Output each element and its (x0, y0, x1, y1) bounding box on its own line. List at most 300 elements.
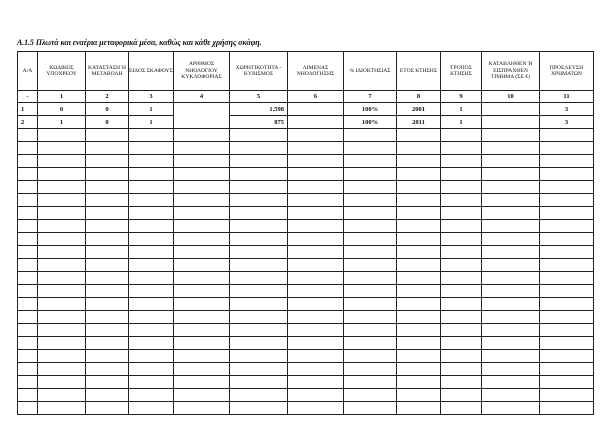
empty-cell (174, 155, 230, 168)
empty-cell (540, 311, 594, 324)
empty-cell (129, 376, 174, 389)
empty-cell (288, 220, 344, 233)
empty-cell (344, 142, 397, 155)
empty-cell (86, 324, 129, 337)
empty-cell (18, 155, 38, 168)
empty-row (18, 311, 594, 324)
empty-cell (441, 194, 482, 207)
empty-row (18, 337, 594, 350)
empty-cell (230, 181, 288, 194)
empty-cell (482, 155, 540, 168)
empty-cell (174, 129, 230, 142)
column-number: 9 (441, 91, 482, 103)
empty-cell (441, 246, 482, 259)
empty-cell (18, 389, 38, 402)
empty-cell (86, 311, 129, 324)
empty-cell (288, 285, 344, 298)
empty-cell (288, 207, 344, 220)
empty-cell (38, 272, 86, 285)
empty-cell (129, 298, 174, 311)
empty-cell (344, 311, 397, 324)
empty-cell (344, 363, 397, 376)
cell-aa: 2 (18, 116, 38, 129)
empty-row (18, 129, 594, 142)
empty-cell (540, 233, 594, 246)
empty-cell (441, 272, 482, 285)
empty-cell (397, 337, 441, 350)
empty-cell (482, 181, 540, 194)
empty-cell (174, 272, 230, 285)
empty-cell (18, 259, 38, 272)
empty-cell (18, 285, 38, 298)
empty-cell (86, 220, 129, 233)
empty-cell (86, 298, 129, 311)
empty-cell (230, 233, 288, 246)
empty-cell (482, 324, 540, 337)
empty-cell (230, 402, 288, 415)
empty-cell (482, 246, 540, 259)
empty-cell (482, 402, 540, 415)
table-row (18, 103, 594, 116)
empty-cell (174, 337, 230, 350)
empty-cell (174, 376, 230, 389)
empty-cell (397, 402, 441, 415)
empty-cell (482, 194, 540, 207)
empty-cell (540, 142, 594, 155)
empty-cell (482, 220, 540, 233)
cell-year: 2011 (397, 116, 441, 129)
empty-cell (129, 155, 174, 168)
cell-ownership: 100% (344, 103, 397, 116)
empty-cell (540, 155, 594, 168)
header-acquisition-method: ΤΡΟΠΟΣ ΚΤΗΣΗΣ (441, 52, 482, 91)
empty-cell (441, 311, 482, 324)
empty-cell (18, 233, 38, 246)
empty-cell (397, 194, 441, 207)
empty-cell (540, 129, 594, 142)
empty-cell (482, 376, 540, 389)
empty-cell (129, 194, 174, 207)
empty-cell (540, 220, 594, 233)
empty-cell (129, 337, 174, 350)
empty-cell (174, 194, 230, 207)
empty-cell (441, 207, 482, 220)
empty-cell (18, 402, 38, 415)
empty-cell (129, 129, 174, 142)
header-vessel-type: ΕΙΔΟΣ ΣΚΑΦΟΥΣ (129, 52, 174, 91)
empty-cell (129, 168, 174, 181)
empty-cell (397, 298, 441, 311)
empty-cell (288, 311, 344, 324)
empty-row (18, 181, 594, 194)
empty-cell (38, 298, 86, 311)
cell-vessel-type: 1 (129, 116, 174, 129)
empty-cell (230, 350, 288, 363)
empty-cell (38, 363, 86, 376)
empty-cell (38, 402, 86, 415)
header-year: ΕΤΟΣ ΚΤΗΣΗΣ (397, 52, 441, 91)
empty-cell (18, 324, 38, 337)
empty-cell (397, 142, 441, 155)
empty-row (18, 142, 594, 155)
empty-cell (540, 363, 594, 376)
empty-cell (540, 285, 594, 298)
cell-port (288, 103, 344, 116)
empty-cell (441, 168, 482, 181)
table-row (18, 116, 594, 129)
empty-cell (174, 207, 230, 220)
empty-cell (129, 311, 174, 324)
empty-cell (38, 337, 86, 350)
empty-row (18, 233, 594, 246)
empty-cell (441, 337, 482, 350)
empty-cell (482, 168, 540, 181)
empty-row (18, 272, 594, 285)
empty-cell (174, 324, 230, 337)
empty-cell (441, 402, 482, 415)
empty-cell (288, 337, 344, 350)
empty-cell (129, 207, 174, 220)
header-money-source: ΠΡΟΕΛΕΥΣΗ ΧΡΗΜΑΤΩΝ (540, 52, 594, 91)
empty-cell (397, 181, 441, 194)
empty-row (18, 220, 594, 233)
empty-cell (288, 389, 344, 402)
empty-cell (129, 363, 174, 376)
column-number: 2 (86, 91, 129, 103)
empty-cell (441, 142, 482, 155)
empty-cell (86, 168, 129, 181)
empty-row (18, 298, 594, 311)
empty-cell (86, 337, 129, 350)
empty-cell (344, 207, 397, 220)
empty-cell (288, 402, 344, 415)
empty-cell (230, 389, 288, 402)
empty-cell (86, 376, 129, 389)
empty-cell (482, 363, 540, 376)
empty-cell (230, 194, 288, 207)
header-registry-number: ΑΡΙΘΜΟΣ ΝΗΟΛΟΓΙΟΥ ΚΥΚΛΟΦΟΡΙΑΣ (174, 52, 230, 91)
empty-cell (230, 168, 288, 181)
empty-cell (18, 337, 38, 350)
empty-cell (86, 259, 129, 272)
empty-cell (288, 155, 344, 168)
empty-cell (344, 350, 397, 363)
empty-cell (86, 207, 129, 220)
column-number-row (18, 91, 594, 103)
empty-cell (230, 324, 288, 337)
empty-cell (482, 350, 540, 363)
empty-cell (129, 272, 174, 285)
header-code: ΚΩΔΙΚΟΣ ΥΠΟΧΡΕΟΥ (38, 52, 86, 91)
empty-cell (482, 285, 540, 298)
empty-cell (86, 194, 129, 207)
empty-cell (344, 129, 397, 142)
empty-cell (344, 220, 397, 233)
empty-cell (540, 246, 594, 259)
empty-cell (540, 376, 594, 389)
empty-cell (18, 129, 38, 142)
empty-cell (344, 402, 397, 415)
empty-cell (344, 272, 397, 285)
empty-cell (441, 259, 482, 272)
column-number: 1 (38, 91, 86, 103)
column-number: 3 (129, 91, 174, 103)
empty-cell (174, 220, 230, 233)
header-port: ΛΙΜΕΝΑΣ ΝΗΟΛΟΓΗΣΗΣ (288, 52, 344, 91)
empty-cell (344, 155, 397, 168)
empty-cell (482, 337, 540, 350)
empty-cell (441, 363, 482, 376)
empty-cell (230, 285, 288, 298)
empty-cell (38, 246, 86, 259)
empty-row (18, 246, 594, 259)
empty-cell (129, 246, 174, 259)
empty-cell (344, 259, 397, 272)
empty-cell (540, 337, 594, 350)
empty-cell (174, 311, 230, 324)
empty-cell (38, 376, 86, 389)
empty-cell (174, 233, 230, 246)
empty-cell (38, 311, 86, 324)
empty-cell (397, 259, 441, 272)
empty-cell (230, 337, 288, 350)
empty-cell (86, 181, 129, 194)
cell-vessel-type: 1 (129, 103, 174, 116)
empty-cell (344, 324, 397, 337)
empty-cell (441, 233, 482, 246)
empty-cell (288, 363, 344, 376)
empty-cell (441, 155, 482, 168)
empty-cell (86, 246, 129, 259)
header-aa: Α/Α (18, 52, 38, 91)
empty-cell (540, 207, 594, 220)
empty-cell (482, 142, 540, 155)
empty-cell (441, 285, 482, 298)
empty-cell (174, 168, 230, 181)
header-capacity: ΧΩΡΗΤΙΚΟΤΗΤΑ - ΚΥΒΙΣΜΟΣ (230, 52, 288, 91)
empty-cell (230, 129, 288, 142)
cell-money-source: 3 (540, 103, 594, 116)
empty-cell (482, 129, 540, 142)
column-number: 5 (230, 91, 288, 103)
empty-cell (174, 142, 230, 155)
header-price: ΚΑΤΑΒΛΗΘΕΝ Ή ΕΙΣΠΡΑΧΘΕΝ ΤΙΜΗΜΑ (ΣΕ €) (482, 52, 540, 91)
cell-price (482, 116, 540, 129)
empty-cell (129, 220, 174, 233)
empty-cell (174, 298, 230, 311)
header-row (18, 52, 594, 91)
empty-cell (397, 376, 441, 389)
empty-cell (540, 389, 594, 402)
empty-cell (230, 155, 288, 168)
cell-port (288, 116, 344, 129)
empty-cell (288, 298, 344, 311)
empty-cell (38, 207, 86, 220)
empty-cell (397, 272, 441, 285)
cell-status: 0 (86, 116, 129, 129)
empty-cell (174, 350, 230, 363)
empty-cell (230, 207, 288, 220)
cell-ownership: 100% (344, 116, 397, 129)
empty-cell (397, 350, 441, 363)
empty-cell (540, 272, 594, 285)
empty-cell (441, 350, 482, 363)
empty-cell (540, 402, 594, 415)
cell-code: 0 (38, 103, 86, 116)
empty-cell (38, 389, 86, 402)
empty-cell (38, 142, 86, 155)
empty-cell (38, 220, 86, 233)
empty-cell (540, 298, 594, 311)
empty-cell (18, 168, 38, 181)
empty-cell (230, 142, 288, 155)
empty-cell (344, 285, 397, 298)
empty-row (18, 389, 594, 402)
empty-cell (482, 311, 540, 324)
empty-cell (86, 142, 129, 155)
empty-cell (230, 363, 288, 376)
empty-cell (230, 259, 288, 272)
empty-cell (540, 324, 594, 337)
empty-cell (482, 272, 540, 285)
cell-price (482, 103, 540, 116)
empty-cell (441, 298, 482, 311)
empty-cell (174, 181, 230, 194)
empty-cell (129, 324, 174, 337)
empty-row (18, 285, 594, 298)
empty-cell (344, 376, 397, 389)
empty-cell (482, 259, 540, 272)
empty-cell (397, 168, 441, 181)
empty-row (18, 363, 594, 376)
empty-row (18, 324, 594, 337)
empty-cell (38, 181, 86, 194)
cell-aa: 1 (18, 103, 38, 116)
empty-cell (38, 129, 86, 142)
empty-cell (86, 389, 129, 402)
empty-cell (38, 155, 86, 168)
empty-cell (397, 207, 441, 220)
empty-cell (174, 285, 230, 298)
empty-row (18, 194, 594, 207)
column-number: - (18, 91, 38, 103)
empty-cell (38, 194, 86, 207)
document-title: Α.1.5 Πλωτά και εναέρια μεταφορικά μέσα, καθώς και κάθε χρήσης σκάφη. (17, 38, 262, 47)
cell-acquisition-method: 1 (441, 116, 482, 129)
empty-cell (38, 285, 86, 298)
empty-cell (129, 142, 174, 155)
empty-cell (441, 129, 482, 142)
empty-cell (288, 350, 344, 363)
empty-cell (482, 207, 540, 220)
cell-capacity: 1.598 (230, 103, 288, 116)
empty-cell (288, 142, 344, 155)
empty-cell (129, 259, 174, 272)
empty-cell (230, 311, 288, 324)
cell-acquisition-method: 1 (441, 103, 482, 116)
empty-cell (174, 246, 230, 259)
empty-cell (344, 168, 397, 181)
empty-cell (18, 220, 38, 233)
column-number: 8 (397, 91, 441, 103)
vessels-form-table (17, 51, 594, 415)
empty-cell (38, 233, 86, 246)
empty-cell (38, 259, 86, 272)
column-number: 10 (482, 91, 540, 103)
empty-cell (38, 168, 86, 181)
empty-cell (129, 285, 174, 298)
empty-cell (288, 272, 344, 285)
cell-code: 1 (38, 116, 86, 129)
empty-cell (18, 272, 38, 285)
empty-cell (129, 350, 174, 363)
empty-cell (397, 155, 441, 168)
empty-cell (230, 298, 288, 311)
empty-cell (174, 389, 230, 402)
empty-row (18, 350, 594, 363)
empty-cell (86, 272, 129, 285)
empty-cell (288, 181, 344, 194)
empty-cell (482, 233, 540, 246)
empty-cell (397, 246, 441, 259)
empty-cell (482, 389, 540, 402)
empty-cell (482, 298, 540, 311)
empty-cell (540, 259, 594, 272)
empty-cell (18, 142, 38, 155)
cell-registry-number (174, 103, 230, 116)
empty-cell (397, 363, 441, 376)
column-number: 6 (288, 91, 344, 103)
column-number: 7 (344, 91, 397, 103)
empty-cell (129, 389, 174, 402)
empty-cell (344, 337, 397, 350)
empty-cell (38, 324, 86, 337)
header-status: ΚΑΤΑΣΤΑΣΗ Ή ΜΕΤΑΒΟΛΗ (86, 52, 129, 91)
empty-cell (86, 402, 129, 415)
column-number: 11 (540, 91, 594, 103)
empty-cell (288, 168, 344, 181)
empty-cell (18, 181, 38, 194)
empty-cell (129, 233, 174, 246)
empty-cell (230, 376, 288, 389)
empty-cell (86, 285, 129, 298)
empty-cell (288, 129, 344, 142)
empty-cell (397, 285, 441, 298)
empty-cell (174, 363, 230, 376)
empty-cell (344, 194, 397, 207)
empty-cell (540, 181, 594, 194)
empty-cell (18, 363, 38, 376)
empty-cell (18, 246, 38, 259)
empty-cell (288, 259, 344, 272)
header-ownership: % ΙΔΙΟΚΤΗΣΙΑΣ (344, 52, 397, 91)
empty-cell (38, 350, 86, 363)
empty-cell (174, 402, 230, 415)
empty-cell (174, 259, 230, 272)
empty-cell (230, 220, 288, 233)
empty-cell (288, 233, 344, 246)
empty-cell (288, 376, 344, 389)
empty-cell (86, 350, 129, 363)
empty-cell (397, 311, 441, 324)
empty-cell (129, 181, 174, 194)
empty-cell (86, 155, 129, 168)
empty-cell (18, 350, 38, 363)
empty-cell (288, 246, 344, 259)
empty-cell (344, 181, 397, 194)
empty-row (18, 259, 594, 272)
empty-cell (129, 402, 174, 415)
